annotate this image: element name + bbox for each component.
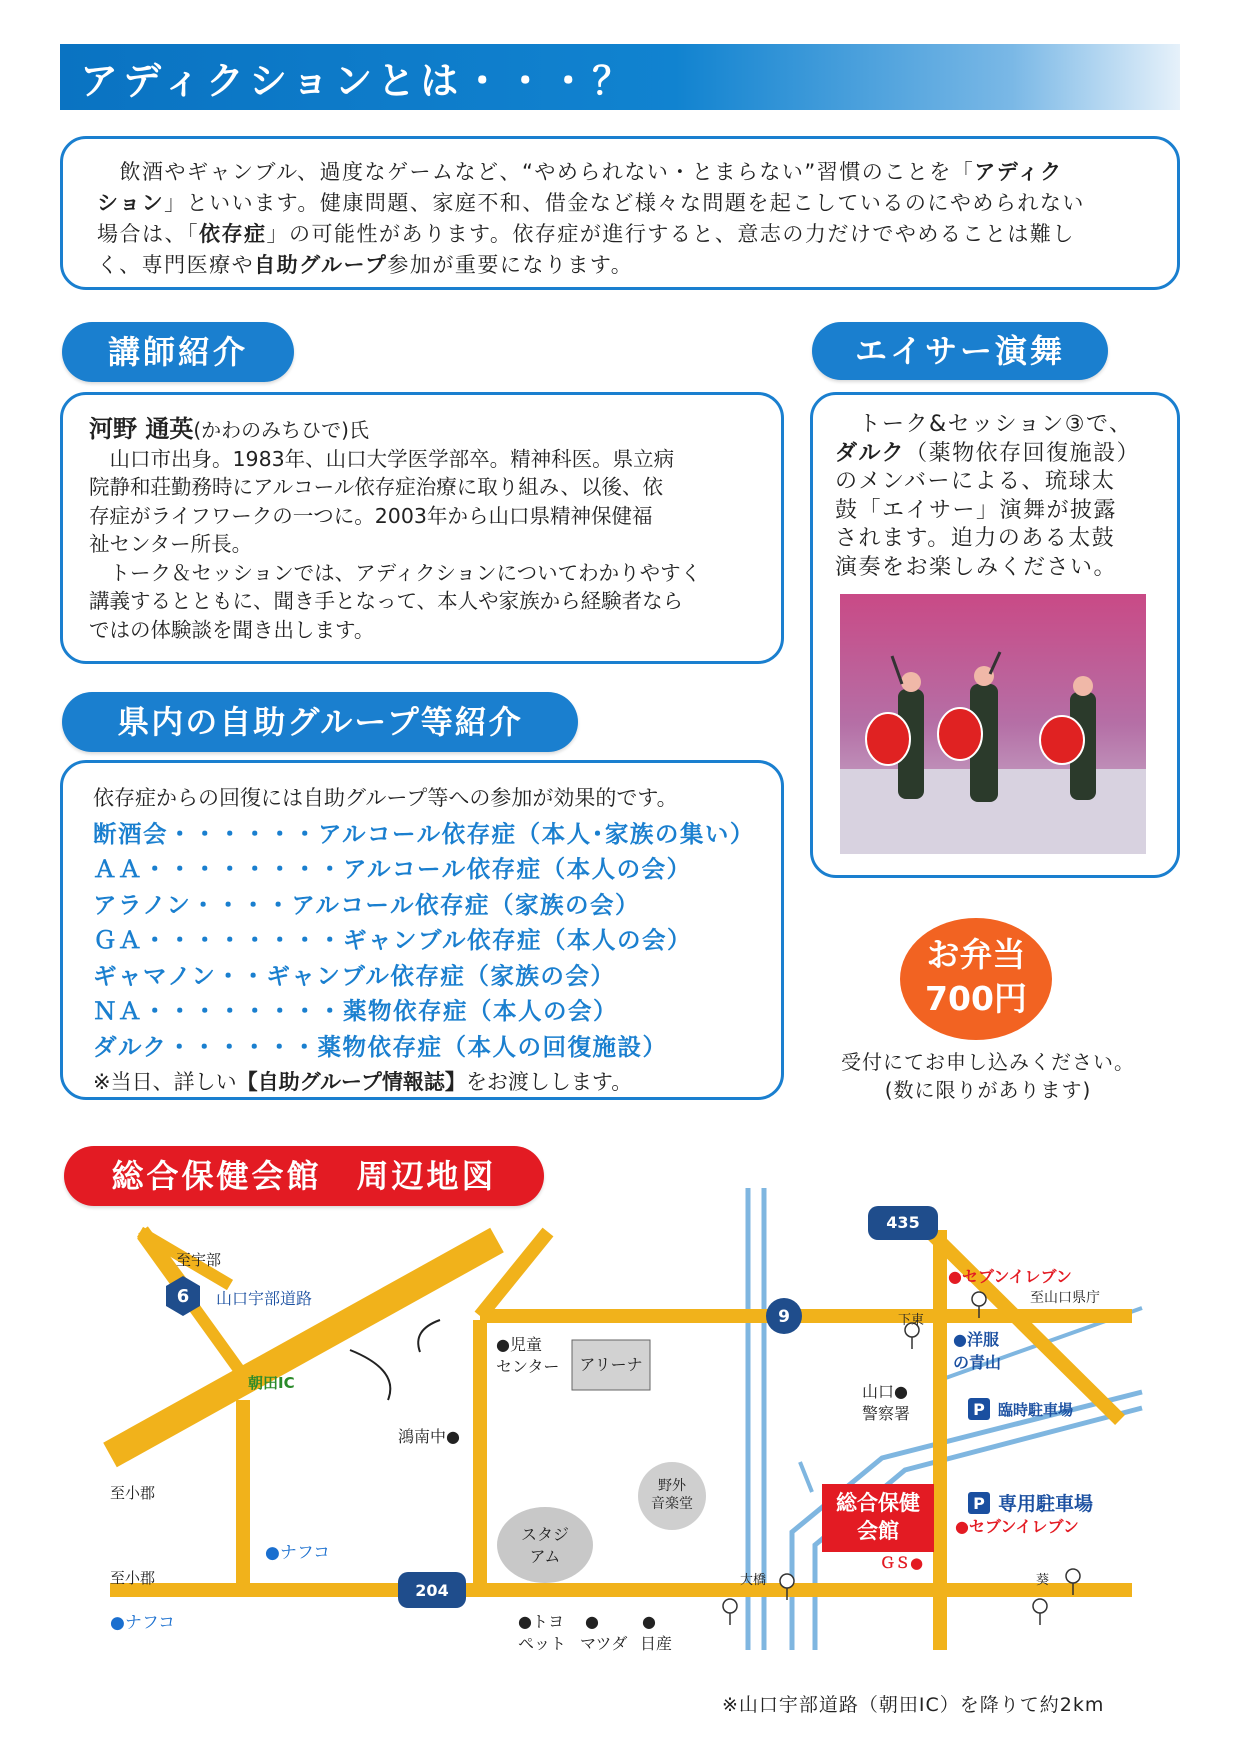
to-pref-label: 至山口県庁 xyxy=(1030,1290,1100,1306)
route-9-label: 9 xyxy=(778,1307,790,1327)
children-center-label: ●児童 xyxy=(496,1335,542,1354)
speaker-bio-line: 存症がライフワークの一つに。2003年から山口県精神保健福 xyxy=(89,503,653,528)
children-center-label: センター xyxy=(496,1357,560,1376)
route-435-label: 435 xyxy=(886,1213,920,1232)
group-item: ＮＡ・・・・・・・・薬物依存症（本人の会） xyxy=(93,997,618,1025)
intro-line-1: 飲酒やギャンブル、過度なゲームなど、“やめられない・とまらない”習慣のことを「アディク xyxy=(119,160,1063,184)
route-204-label: 204 xyxy=(415,1581,449,1600)
traffic-signals xyxy=(723,1292,1080,1625)
bento-badge: お弁当 700円 xyxy=(900,918,1052,1040)
groups-lead: 依存症からの回復には自助グループ等への参加が効果的です。 xyxy=(93,786,678,810)
stadium-label: アム xyxy=(529,1547,561,1566)
speaker-name: 河野 通英 xyxy=(89,415,194,443)
groups-note: ※当日、詳しい【自助グループ情報誌】をお渡しします。 xyxy=(93,1070,633,1094)
mazda-dot: ● xyxy=(585,1612,599,1631)
speaker-bio-line: 院静和荘勤務時にアルコール依存症治療に取り組み、以後、依 xyxy=(89,475,663,499)
bento-note: 受付にてお申し込みください。 (数に限りがあります) xyxy=(841,1050,1135,1102)
road-arc xyxy=(350,1350,390,1400)
temp-parking-label: 臨時駐車場 xyxy=(998,1401,1074,1419)
private-parking-label: 専用駐車場 xyxy=(998,1493,1094,1515)
toyopet-label: ●トヨ xyxy=(518,1612,564,1631)
intro-line-2: ション」といいます。健康問題、家庭不和、借金など様々な問題を起こしているのにやめられない xyxy=(97,191,1085,215)
asada-ic-label: 朝田IC xyxy=(248,1374,295,1392)
speaker-bio-line: 山口市出身。1983年、山口大学医学部卒。精神科医。県立病 xyxy=(89,446,675,471)
page-title: アディクションとは・・・？ xyxy=(80,59,636,103)
eisa-heading: エイサー演舞 xyxy=(812,322,1108,380)
eisa-line: トーク&セッション③で、 xyxy=(835,412,1133,437)
eisa-line: されます。迫力のある太鼓 xyxy=(835,526,1116,551)
speaker-heading: 講師紹介 xyxy=(62,322,294,382)
nissan-dot: ● xyxy=(642,1612,656,1631)
outdoor-label: 野外 xyxy=(658,1478,686,1494)
group-item: ＧＡ・・・・・・・・ギャンブル依存症（本人の会） xyxy=(93,926,693,954)
eisa-line: のメンバーによる、琉球太 xyxy=(835,469,1116,494)
konan-label: 鴻南中● xyxy=(398,1427,460,1446)
nissan-label: 日産 xyxy=(640,1634,673,1653)
route-6-label: 6 xyxy=(176,1286,190,1307)
speaker-bio-line: ではの体験談を聞き出します。 xyxy=(89,617,375,642)
seven-eleven-label: ●セブンイレブン xyxy=(948,1267,1072,1286)
outdoor-label: 音楽堂 xyxy=(651,1496,693,1512)
intro-line-3: 場合は、「依存症」の可能性があります。依存症が進行すると、意志の力だけでやめることは難し xyxy=(97,222,1075,246)
speaker-bio-line: 祉センター所長。 xyxy=(89,532,253,556)
stadium-label: スタジ xyxy=(520,1525,570,1544)
intro-line-4: く、専門医療や自助グループ参加が重要になります。 xyxy=(97,253,634,277)
group-item: アラノン・・・・アルコール依存症（家族の会） xyxy=(93,890,640,919)
group-item: ギャマノン・・ギャンブル依存症（家族の会） xyxy=(93,961,616,990)
aoi-label: 葵 xyxy=(1036,1573,1050,1588)
stadium xyxy=(497,1507,593,1583)
map-to-ogori: 至小郡 xyxy=(110,1484,156,1502)
road-arc xyxy=(418,1320,440,1352)
groups-heading: 県内の自助グループ等紹介 xyxy=(62,692,578,752)
parking-mark: P xyxy=(973,1494,985,1513)
eisa-line: ダルク（薬物依存回復施設） xyxy=(835,440,1141,466)
ube-road-label: 山口宇部道路 xyxy=(216,1289,313,1308)
speaker-name-line: 河野 通英(かわのみちひで)氏 xyxy=(89,415,369,443)
eisa-line: 鼓「エイサー」演舞が披露 xyxy=(835,497,1118,523)
police-label: 山口● xyxy=(862,1382,908,1401)
venue-label: 総合保健 xyxy=(836,1491,920,1515)
map-to-ogori: 至小郡 xyxy=(110,1569,156,1587)
river xyxy=(800,1462,812,1492)
aoyama-label: ●洋服 xyxy=(953,1330,999,1349)
nafuko-label: ●ナフコ xyxy=(265,1543,330,1563)
arena-label: アリーナ xyxy=(579,1355,643,1374)
ohashi-label: 大橋 xyxy=(740,1573,767,1588)
group-item: ダルク・・・・・・薬物依存症（本人の回復施設） xyxy=(93,1032,668,1061)
map-footnote: ※山口宇部道路（朝田IC）を降りて約2km xyxy=(722,1694,1105,1716)
speaker-ruby: (かわのみちひで) xyxy=(193,418,349,442)
police-label: 警察署 xyxy=(862,1404,911,1423)
aoyama-label: の青山 xyxy=(953,1353,1002,1372)
seven-eleven-label: ●セブンイレブン xyxy=(955,1517,1079,1536)
mazda-label: マツダ xyxy=(580,1634,628,1653)
eisa-line: 演奏をお楽しみください。 xyxy=(835,554,1118,580)
venue-label: 会館 xyxy=(857,1519,899,1543)
map-heading: 総合保健会館 周辺地図 xyxy=(64,1146,544,1206)
nafuko-label: ●ナフコ xyxy=(110,1613,175,1633)
parking-mark: P xyxy=(973,1400,985,1419)
gs-label: ＧＳ● xyxy=(880,1554,924,1572)
map-to-ube: 至宇部 xyxy=(176,1251,222,1269)
speaker-bio-line: 講義するとともに、聞き手となって、本人や家族から経験者なら xyxy=(89,589,684,613)
group-item: 断酒会・・・・・・アルコール依存症（本人･家族の集い） xyxy=(93,819,755,848)
speaker-bio-line: トーク＆セッションでは、アディクションについてわかりやすく xyxy=(89,560,702,585)
group-item: ＡＡ・・・・・・・・アルコール依存症（本人の会） xyxy=(93,855,692,883)
toyopet-label: ペット xyxy=(518,1634,567,1653)
shimohigashi-label: 下東 xyxy=(898,1313,925,1328)
